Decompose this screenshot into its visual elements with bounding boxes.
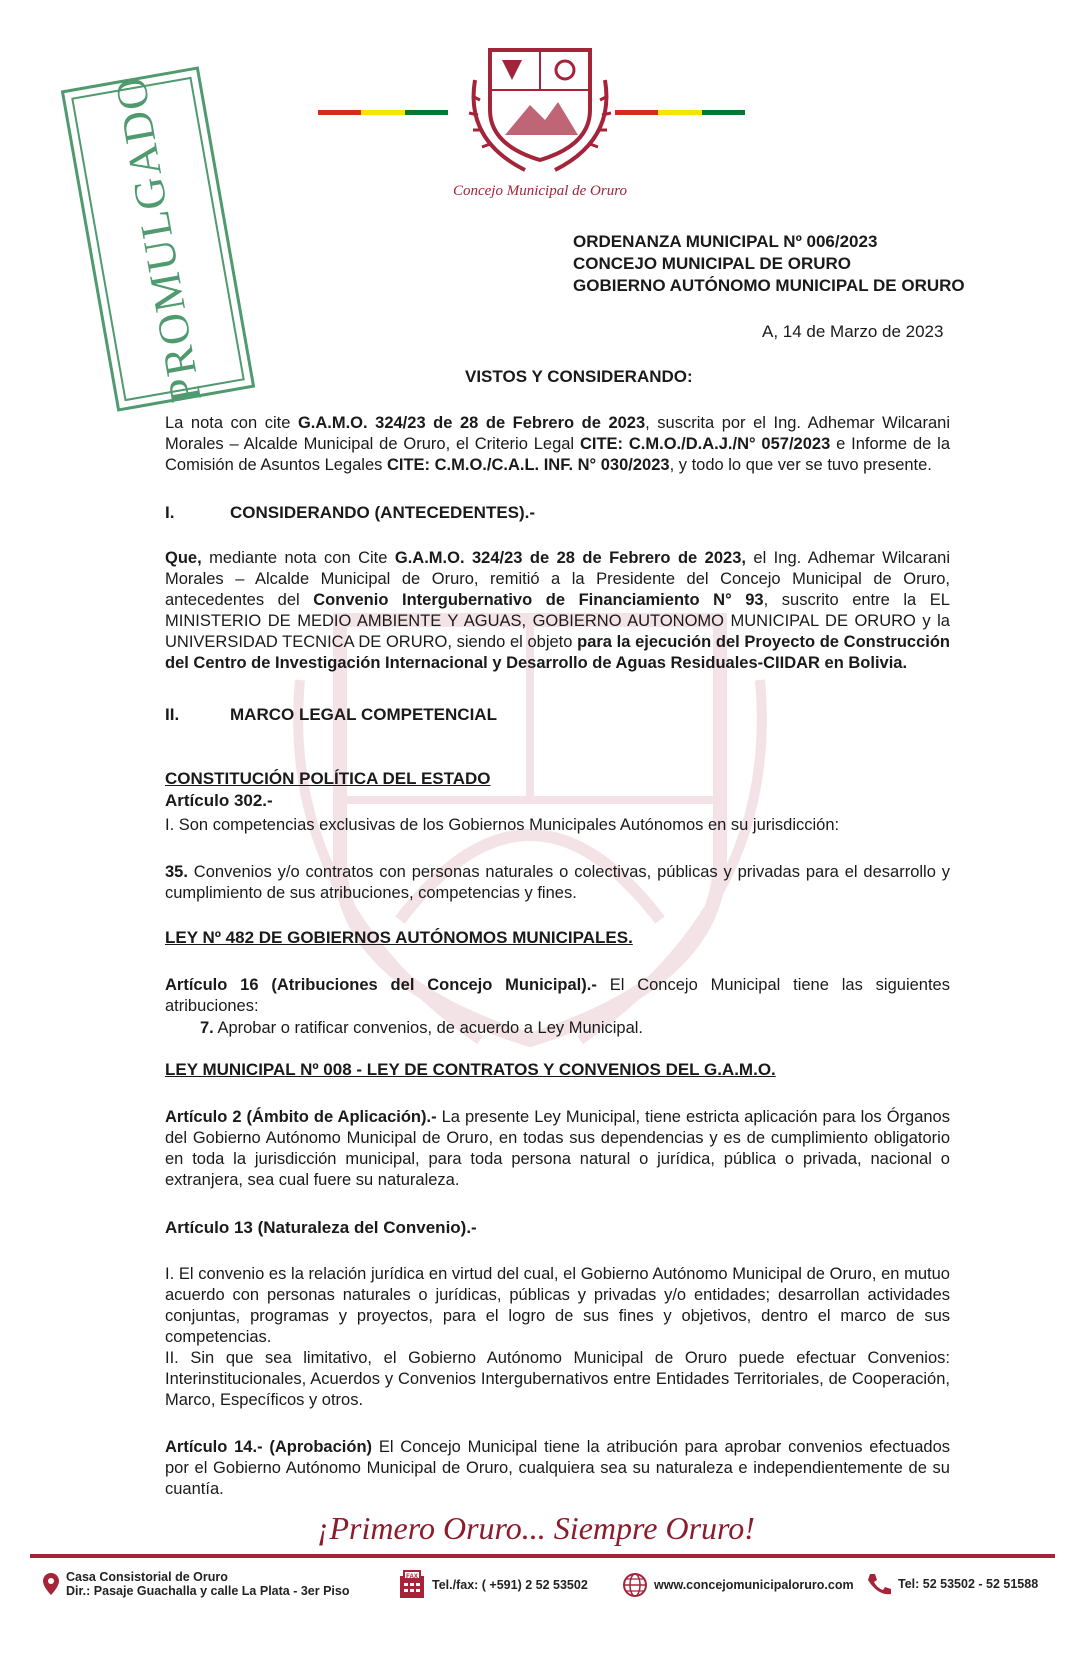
footer-fax <box>398 1570 588 1600</box>
flag-stripe-left <box>318 110 448 115</box>
antecedentes-paragraph: Que, mediante nota con Cite G.A.M.O. 324/23 de 28 de Febrero de 2023, el Ing. Adhemar Wilcarani Morales – Alcalde Municipal de Oruro, remitió a la Presidente del Concejo Municipal de Oruro, antecedentes del Convenio Intergubernativo de Financiamiento N° 93, suscrito entre la EL MINISTERIO DE MEDIO AMBIENTE Y AGUAS, GOBIERNO AUTONOMO MUNICIPAL DE ORURO y la UNIVERSIDAD TECNICA DE ORURO, siendo el objeto para la ejecución del Proyecto de Construcción del Centro de Investigación Internacional y Desarrollo de Aguas Residuales-CIIDAR en Bolivia. <box>165 549 950 672</box>
fax-number: Tel./fax: ( +591) 2 52 53502 <box>432 1578 588 1592</box>
location-pin-icon <box>42 1572 60 1596</box>
document-date: A, 14 de Marzo de 2023 <box>762 322 944 341</box>
vistos-title: VISTOS Y CONSIDERANDO: <box>465 367 693 386</box>
ley008-article-13-p2: II. Sin que sea limitativo, el Gobierno Autónomo Municipal de Oruro puede efectuar Convenios: Interinstitucionales, Acuerdos y Convenios Intergubernativos entre Entidades Territoriales, de Cooperación, Marco, Específicos y otros. <box>165 1349 950 1409</box>
cpe-text: I. Son competencias exclusivas de los Gobiernos Municipales Autónomos en su jurisdicción: <box>165 816 840 834</box>
phone-number: Tel: 52 53502 - 52 51588 <box>898 1577 1039 1591</box>
ley482-item-7: 7. Aprobar o ratificar convenios, de acuerdo a Ley Municipal. <box>200 1019 644 1037</box>
ley482-article-16: Artículo 16 (Atribuciones del Concejo Municipal).- El Concejo Municipal tiene las siguientes atribuciones: <box>165 976 950 1015</box>
fax-icon <box>398 1570 426 1600</box>
ley008-title: LEY MUNICIPAL Nº 008 - LEY DE CONTRATOS Y CONVENIOS DEL G.A.M.O. <box>165 1060 776 1079</box>
footer-motto: ¡Primero Oruro... Siempre Oruro! <box>317 1510 755 1546</box>
footer-address <box>42 1570 349 1598</box>
cpe-title: CONSTITUCIÓN POLÍTICA DEL ESTADO <box>165 769 491 788</box>
footer-phone <box>866 1572 1038 1596</box>
fax-icon-label: FAX <box>406 1574 418 1580</box>
cpe-article: Artículo 302.- <box>165 791 273 810</box>
stamp-text: PROMULGADO <box>105 72 211 406</box>
footer-divider <box>30 1554 1055 1558</box>
phone-icon <box>866 1572 892 1596</box>
ley482-title: LEY Nº 482 DE GOBIERNOS AUTÓNOMOS MUNICIPALES. <box>165 928 633 947</box>
globe-icon <box>622 1572 648 1598</box>
website-url[interactable]: www.concejomunicipaloruro.com <box>654 1578 854 1592</box>
ley008-article-13-head: Artículo 13 (Naturaleza del Convenio).- <box>165 1218 477 1237</box>
address-line-2: Dir.: Pasaje Guachalla y calle La Plata - 3er Piso <box>66 1584 350 1598</box>
crest-caption: Concejo Municipal de Oruro <box>452 183 628 199</box>
ley008-article-2: Artículo 2 (Ámbito de Aplicación).- La presente Ley Municipal, tiene estricta aplicación para los Órganos del Gobierno Autónomo Municipal de Oruro, en todas sus dependencias y es de cumplimiento obligatorio en toda la jurisdicción municipal, para toda persona natural o jurídica, pública o privada, nacional o extranjera, sea cual fuere su naturaleza. <box>165 1108 950 1189</box>
section-1-heading: I. CONSIDERANDO (ANTECEDENTES).- <box>165 503 536 522</box>
ley008-article-13-p1: I. El convenio es la relación jurídica en virtud del cual, el Gobierno Autónomo Municipal de Oruro, en mutuo acuerdo con personas naturales o jurídicas, públicas y privadas y/o entidades; desarrollan actividades conjuntas, programas y proyectos, para el logro de sus fines y objetivos, dentro el marco de sus competencias. <box>165 1265 950 1346</box>
concejo-crest-logo <box>450 40 630 210</box>
footer-contact-bar <box>0 1570 1072 1620</box>
footer-website <box>622 1572 854 1598</box>
document-header <box>573 231 965 297</box>
ordinance-number: ORDENANZA MUNICIPAL Nº 006/2023 <box>573 232 878 251</box>
ley008-article-14: Artículo 14.- (Aprobación) El Concejo Municipal tiene la atribución para aprobar convenios efectuados por el Gobierno Autónomo Municipal de Oruro, cualquiera sea su naturaleza e independientemente de su cuantía. <box>165 1438 951 1498</box>
promulgado-stamp <box>61 66 255 411</box>
address-line-1: Casa Consistorial de Oruro <box>66 1570 228 1584</box>
government-name: GOBIERNO AUTÓNOMO MUNICIPAL DE ORURO <box>573 276 965 295</box>
council-name: CONCEJO MUNICIPAL DE ORURO <box>573 254 852 273</box>
section-2-heading: II. MARCO LEGAL COMPETENCIAL <box>165 705 497 724</box>
flag-stripe-right <box>615 110 745 115</box>
cpe-item-35: 35. Convenios y/o contratos con personas naturales o colectivas, públicas y privadas para el desarrollo y cumplimiento de sus atribuciones, competencias y fines. <box>165 863 950 902</box>
intro-paragraph: La nota con cite G.A.M.O. 324/23 de 28 de Febrero de 2023, suscrita por el Ing. Adhemar Wilcarani Morales – Alcalde Municipal de Oruro, el Criterio Legal CITE: C.M.O./D.A.J./N° 057/2023 e Informe de la Comisión de Asuntos Legales CITE: C.M.O./C.A.L. INF. N° 030/2023, y todo lo que ver se tuvo presente. <box>165 414 950 474</box>
